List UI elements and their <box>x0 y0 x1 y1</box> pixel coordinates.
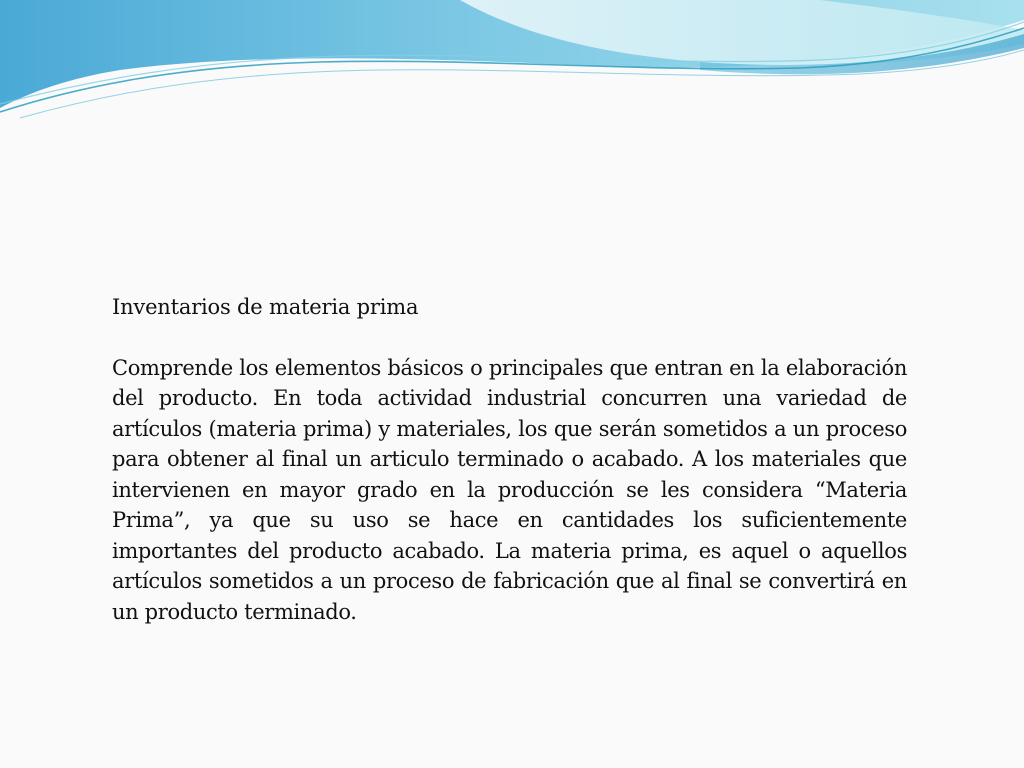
wave-header-decoration <box>0 0 1024 130</box>
slide-heading: Inventarios de materia prima <box>112 295 419 319</box>
slide-body-paragraph: Comprende los elementos básicos o principales que entran en la elaboración del producto. En toda actividad industrial concurren una variedad de artículos (materia prima) y materiales, los que serán sometidos a un proceso para obtener al final un articulo terminado o acabado. A los materiales que intervienen en mayor grado en la producción se les considera “Materia Prima”, ya que su uso se hace en cantidades los suficientemente importantes del producto acabado. La materia prima, es aquel o aquellos artículos sometidos a un proceso de fabricación que al final se convertirá en un producto terminado. <box>112 355 907 624</box>
text-content <box>112 292 907 627</box>
